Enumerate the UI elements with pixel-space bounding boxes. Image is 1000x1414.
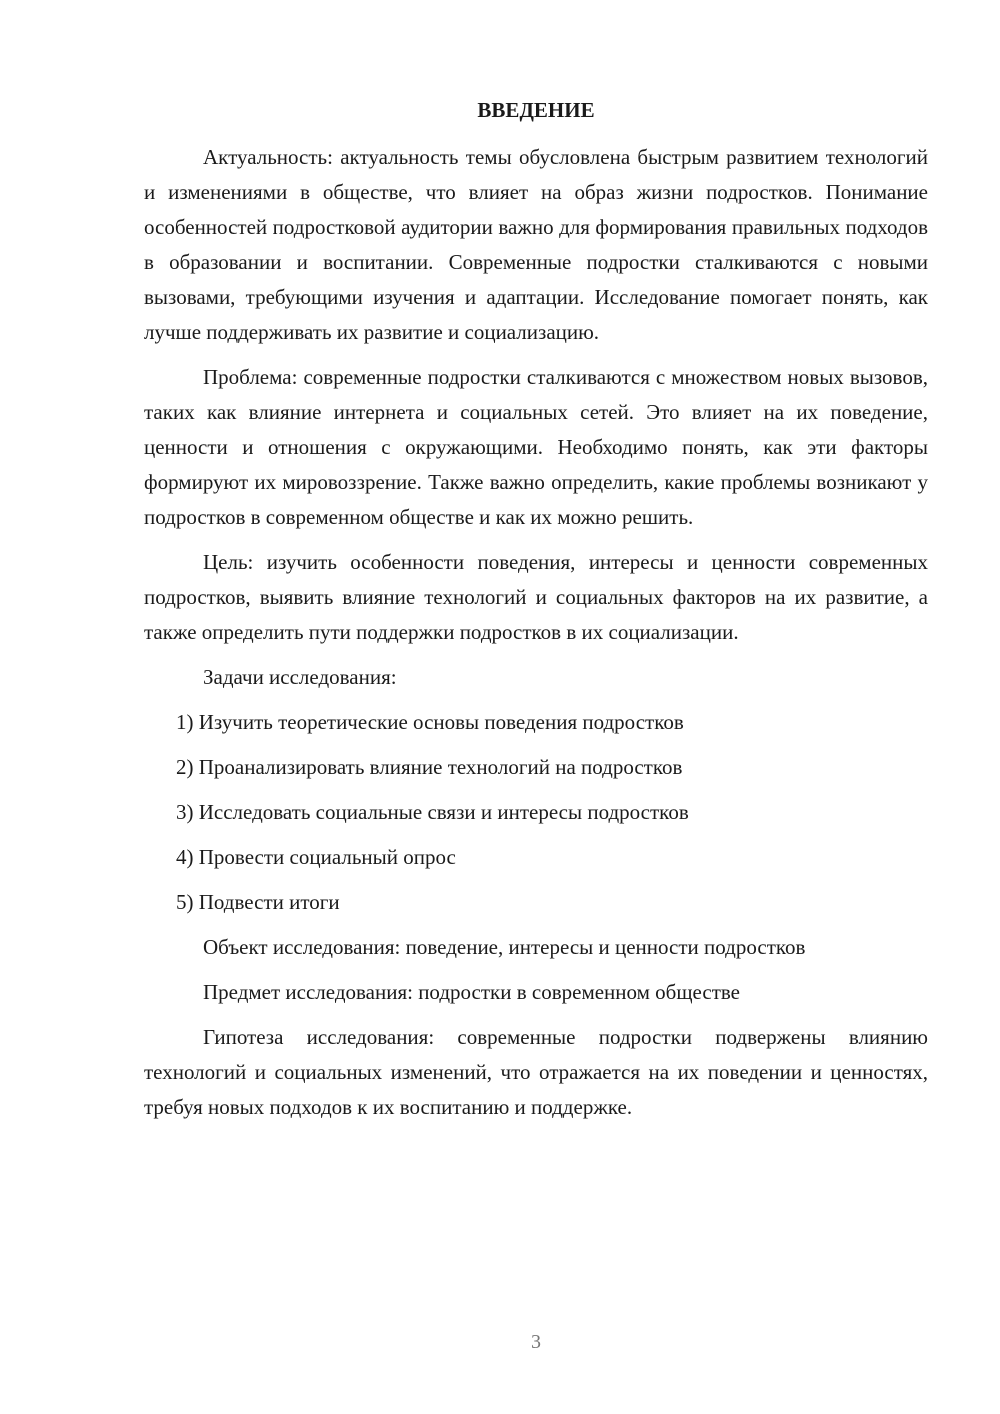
tasks-list <box>144 705 928 920</box>
task-item: 2) Проанализировать влияние технологий на подростков <box>176 755 683 779</box>
problem-paragraph: Проблема: современные подростки сталкиваются с множеством новых вызовов, таких как влияние интернета и социальных сетей. Это влияет на их поведение, ценности и отношения с окружающими. Необходимо понять, как эти факторы формируют их мировоззрение. Также важно определить, какие проблемы возникают у подростков в современном обществе и как их можно решить. <box>144 365 928 529</box>
task-item: 1) Изучить теоретические основы поведения подростков <box>176 710 684 734</box>
page-title: ВВЕДЕНИЕ <box>477 98 595 122</box>
relevance-paragraph: Актуальность: актуальность темы обусловлена быстрым развитием технологий и изменениями в обществе, что влияет на образ жизни подростков. Понимание особенностей подростковой аудитории важно для формирования правильных подходов в образовании и воспитании. Современные подростки сталкиваются с новыми вызовами, требующими изучения и адаптации. Исследование помогает понять, как лучше поддерживать их развитие и социализацию. <box>144 145 928 344</box>
task-item: 4) Провести социальный опрос <box>176 845 456 869</box>
tasks-heading: Задачи исследования: <box>203 665 397 689</box>
document-body <box>144 93 928 1135</box>
task-item: 3) Исследовать социальные связи и интересы подростков <box>176 800 689 824</box>
task-item: 5) Подвести итоги <box>176 890 340 914</box>
page-number: 3 <box>531 1331 541 1353</box>
subject-paragraph: Предмет исследования: подростки в современном обществе <box>203 980 740 1004</box>
object-paragraph: Объект исследования: поведение, интересы и ценности подростков <box>203 935 806 959</box>
hypothesis-paragraph: Гипотеза исследования: современные подростки подвержены влиянию технологий и социальных изменений, что отражается на их поведении и ценностях, требуя новых подходов к их воспитанию и поддержке. <box>144 1025 928 1119</box>
goal-paragraph: Цель: изучить особенности поведения, интересы и ценности современных подростков, выявить влияние технологий и социальных факторов на их развитие, а также определить пути поддержки подростков в их социализации. <box>144 550 928 644</box>
